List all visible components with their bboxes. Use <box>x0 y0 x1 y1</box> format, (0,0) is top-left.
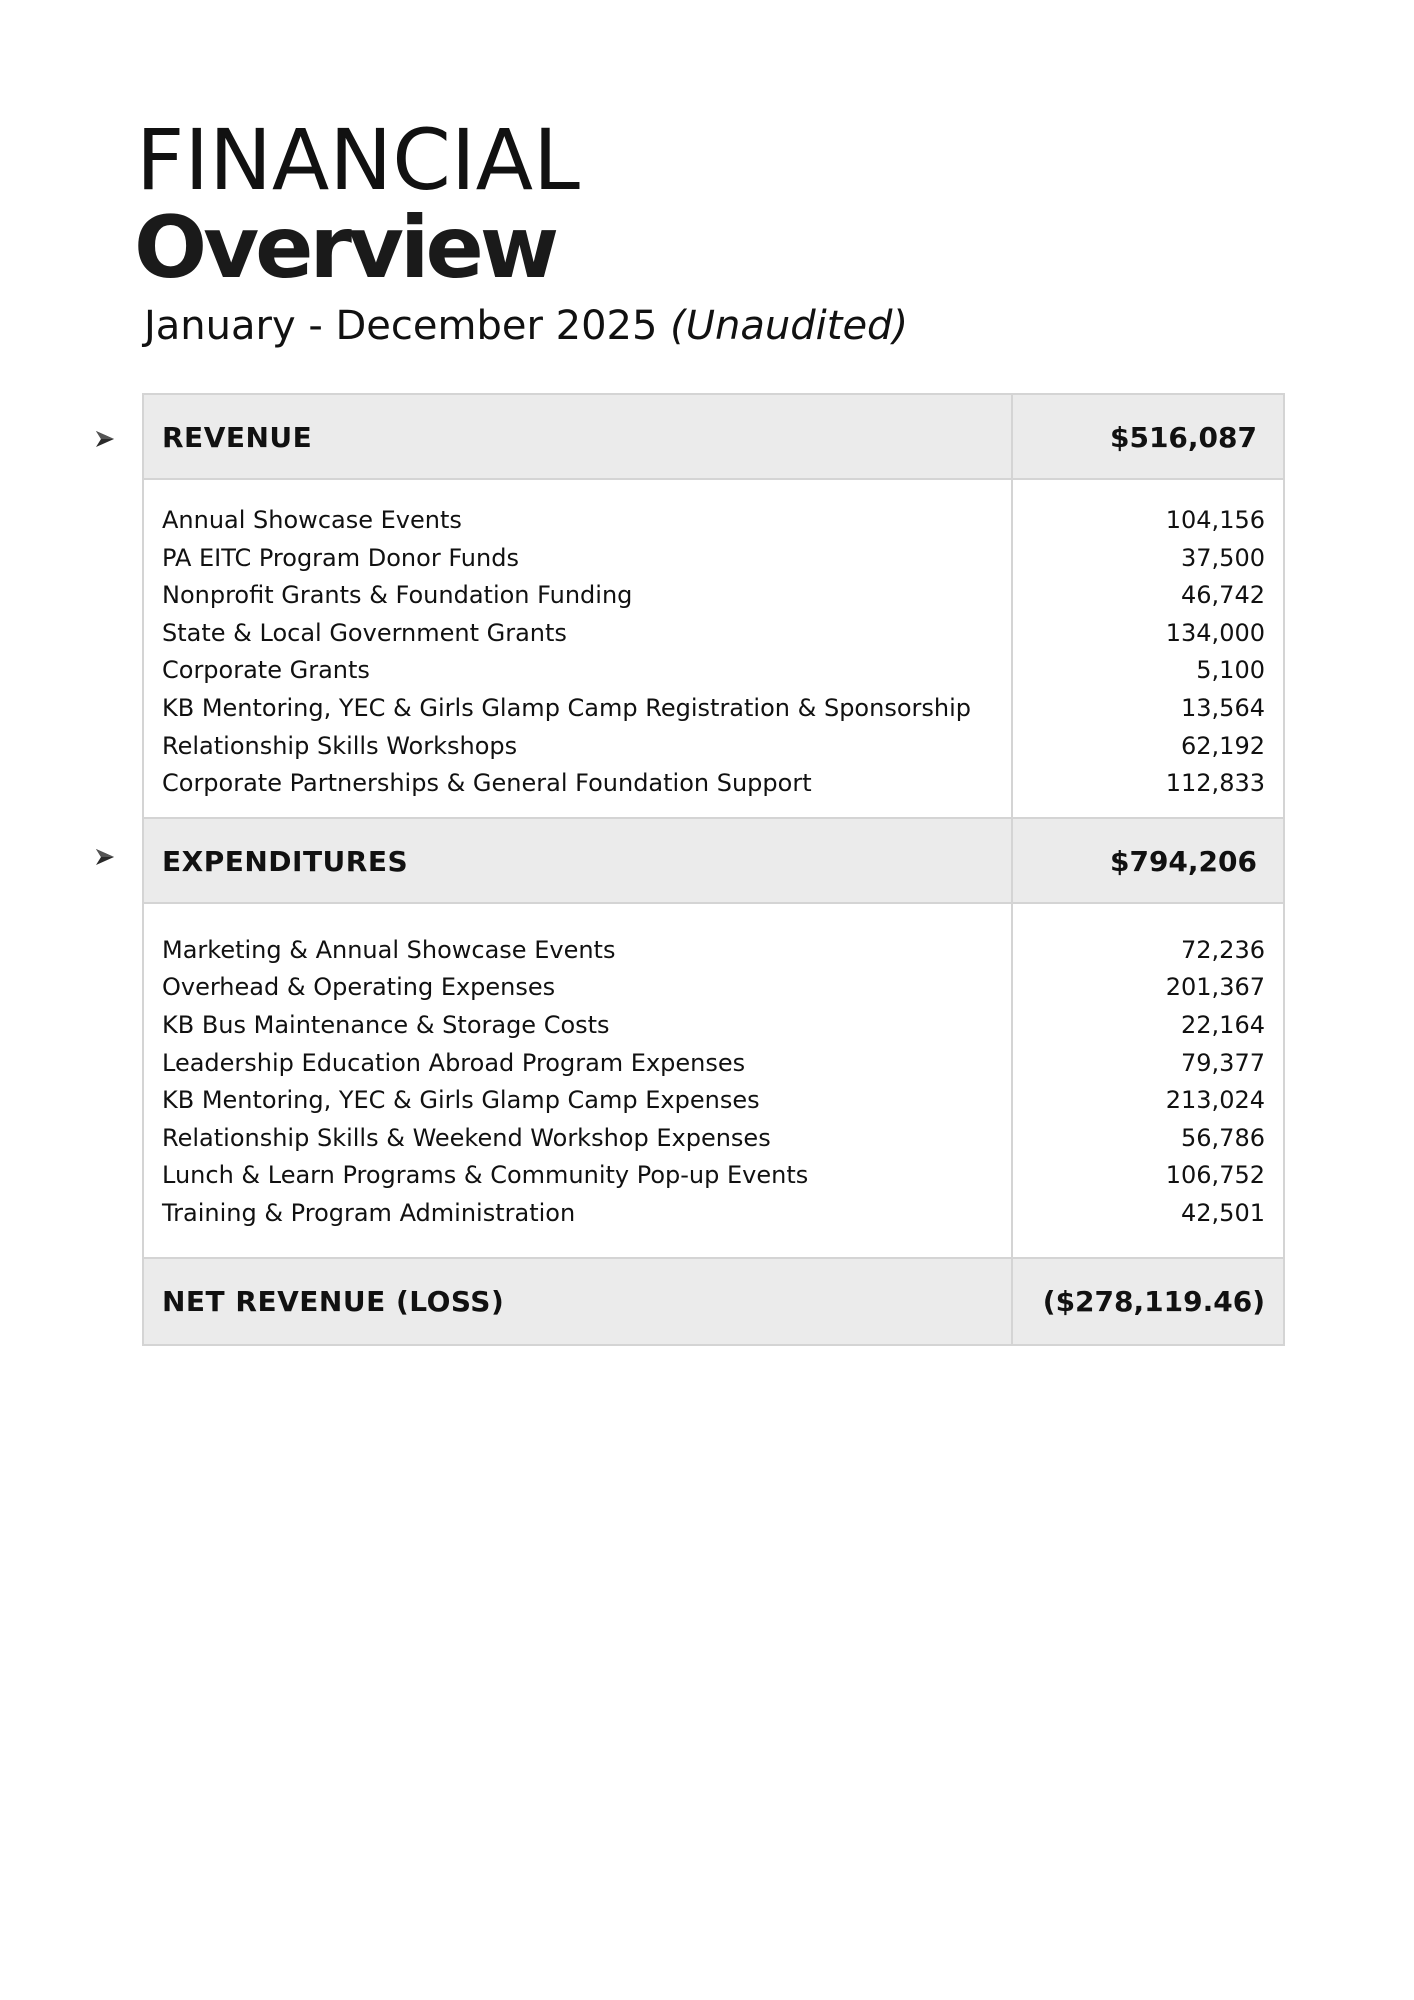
revenue-items <box>144 480 1283 819</box>
net-revenue-total: ($278,119.46) <box>1042 1284 1265 1318</box>
expenditure-item-label: Leadership Education Abroad Program Expenses <box>162 1048 746 1077</box>
financial-table <box>142 393 1285 1346</box>
title-overview: Overview <box>134 198 556 298</box>
net-revenue-label: NET REVENUE (LOSS) <box>162 1284 505 1318</box>
revenue-item-label: Relationship Skills Workshops <box>162 731 518 760</box>
title-financial: FINANCIAL <box>136 111 580 209</box>
expenditures-label: EXPENDITURES <box>162 844 409 878</box>
expenditure-item-value: 201,367 <box>1165 973 1265 1002</box>
expenditure-item-label: Overhead & Operating Expenses <box>162 973 556 1002</box>
expenditure-item-label: Training & Program Administration <box>162 1198 576 1227</box>
expenditure-item-label: Lunch & Learn Programs & Community Pop-up Events <box>162 1161 809 1190</box>
revenue-item-label: KB Mentoring, YEC & Girls Glamp Camp Registration & Sponsorship <box>162 693 971 722</box>
revenue-item-value: 104,156 <box>1165 506 1265 534</box>
revenue-item-label: Corporate Grants <box>162 656 370 685</box>
expenditure-item-value: 106,752 <box>1165 1161 1265 1190</box>
expenditures-header-row <box>144 819 1283 904</box>
net-revenue-row <box>144 1259 1283 1344</box>
revenue-item-value: 5,100 <box>1196 656 1265 685</box>
expenditure-item-label: KB Bus Maintenance & Storage Costs <box>162 1010 610 1039</box>
report-period <box>144 303 909 349</box>
expenditure-item-value: 56,786 <box>1181 1123 1265 1152</box>
revenue-item-label: PA EITC Program Donor Funds <box>162 543 519 572</box>
expenditure-item-value: 22,164 <box>1181 1010 1265 1039</box>
expenditure-item-value: 79,377 <box>1181 1048 1265 1077</box>
revenue-item-value: 46,742 <box>1181 581 1265 610</box>
period-note: (Unaudited) <box>670 303 909 349</box>
revenue-item-value: 62,192 <box>1181 731 1265 760</box>
revenue-label: REVENUE <box>162 421 313 454</box>
revenue-item-value: 13,564 <box>1181 693 1265 722</box>
revenue-arrow-icon <box>94 428 116 450</box>
period-text: January - December 2025 <box>144 303 658 349</box>
expenditure-item-label: Marketing & Annual Showcase Events <box>162 935 616 964</box>
revenue-item-label: Corporate Partnerships & General Foundation Support <box>162 769 812 798</box>
revenue-header-row <box>144 395 1283 480</box>
revenue-total: $516,087 <box>1109 421 1257 454</box>
expenditures-items <box>144 904 1283 1259</box>
revenue-item-label: Nonprofit Grants & Foundation Funding <box>162 581 633 610</box>
revenue-item-value: 134,000 <box>1165 618 1265 647</box>
expenditure-item-value: 213,024 <box>1165 1086 1265 1115</box>
expenditures-arrow-icon <box>94 846 116 868</box>
expenditure-item-label: Relationship Skills & Weekend Workshop Expenses <box>162 1123 771 1152</box>
expenditure-item-label: KB Mentoring, YEC & Girls Glamp Camp Expenses <box>162 1086 760 1115</box>
revenue-item-label: State & Local Government Grants <box>162 618 567 647</box>
expenditure-item-value: 72,236 <box>1181 935 1265 964</box>
expenditures-total: $794,206 <box>1109 844 1257 878</box>
revenue-item-value: 112,833 <box>1165 769 1265 798</box>
expenditure-item-value: 42,501 <box>1181 1198 1265 1227</box>
revenue-item-label: Annual Showcase Events <box>162 506 462 534</box>
revenue-item-value: 37,500 <box>1181 543 1265 572</box>
